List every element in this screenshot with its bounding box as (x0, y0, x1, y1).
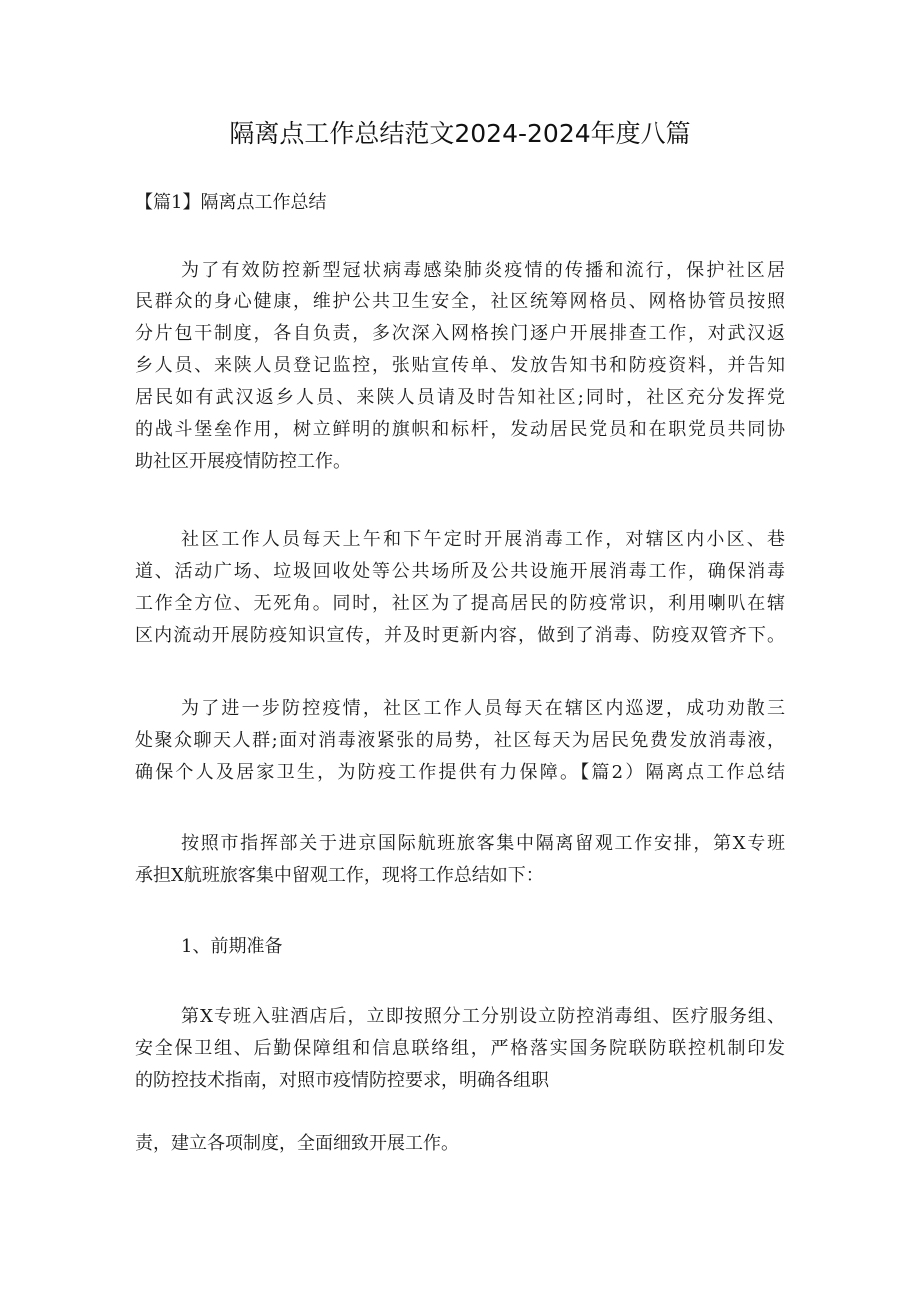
paragraph-1-line-3: 分片包干制度，各自负责，多次深入网格挨门逐户开展排查工作，对武汉返 (135, 323, 785, 344)
paragraph-4-line-1: 按照市指挥部关于进京国际航班旅客集中隔离留观工作安排，第X专班 (181, 833, 785, 854)
paragraph-1-line-5: 居民如有武汉返乡人员、来陕人员请及时告知社区;同时，社区充分发挥党 (135, 387, 785, 408)
paragraph-4-line-2: 承担X航班旅客集中留观工作，现将工作总结如下： (135, 865, 544, 886)
paragraph-5-line-1: 1、前期准备 (181, 936, 283, 957)
section-heading-1: 【篇1】隔离点工作总结 (135, 192, 327, 213)
paragraph-6-line-1: 第X专班入驻酒店后，立即按照分工分别设立防控消毒组、医疗服务组、 (181, 1006, 785, 1027)
paragraph-3-line-3: 确保个人及居家卫生，为防疫工作提供有力保障。【篇2）隔离点工作总结 (135, 762, 785, 783)
paragraph-2-line-1: 社区工作人员每天上午和下午定时开展消毒工作，对辖区内小区、巷 (181, 529, 785, 550)
paragraph-2-line-2: 道、活动广场、垃圾回收处等公共场所及公共设施开展消毒工作，确保消毒 (135, 561, 785, 582)
paragraph-6-line-3: 的防控技术指南，对照市疫情防控要求，明确各组职 (135, 1070, 549, 1091)
paragraph-1-line-1: 为了有效防控新型冠状病毒感染肺炎疫情的传播和流行，保护社区居 (181, 260, 785, 281)
paragraph-3-line-2: 处聚众聊天人群;面对消毒液紧张的局势，社区每天为居民免费发放消毒液， (135, 730, 785, 751)
paragraph-1-line-7: 助社区开展疫情防控工作。 (135, 451, 351, 472)
paragraph-2-line-3: 工作全方位、无死角。同时，社区为了提高居民的防疫常识，利用喇叭在辖 (135, 593, 785, 614)
paragraph-1-line-2: 民群众的身心健康，维护公共卫生安全，社区统筹网格员、网格协管员按照 (135, 291, 785, 312)
paragraph-1-line-6: 的战斗堡垒作用，树立鲜明的旗帜和标杆，发动居民党员和在职党员共同协 (135, 419, 785, 440)
paragraph-1-line-4: 乡人员、来陕人员登记监控，张贴宣传单、发放告知书和防疫资料，并告知 (135, 355, 785, 376)
paragraph-7-line-1: 责，建立各项制度，全面细致开展工作。 (135, 1133, 459, 1154)
document-title: 隔离点工作总结范文2024-2024年度八篇 (229, 119, 691, 148)
paragraph-3-line-1: 为了进一步防控疫情，社区工作人员每天在辖区内巡逻，成功劝散三 (181, 698, 785, 719)
paragraph-6-line-2: 安全保卫组、后勤保障组和信息联络组，严格落实国务院联防联控机制印发 (135, 1038, 785, 1059)
paragraph-2-line-4: 区内流动开展防疫知识宣传，并及时更新内容，做到了消毒、防疫双管齐下。 (135, 625, 785, 646)
